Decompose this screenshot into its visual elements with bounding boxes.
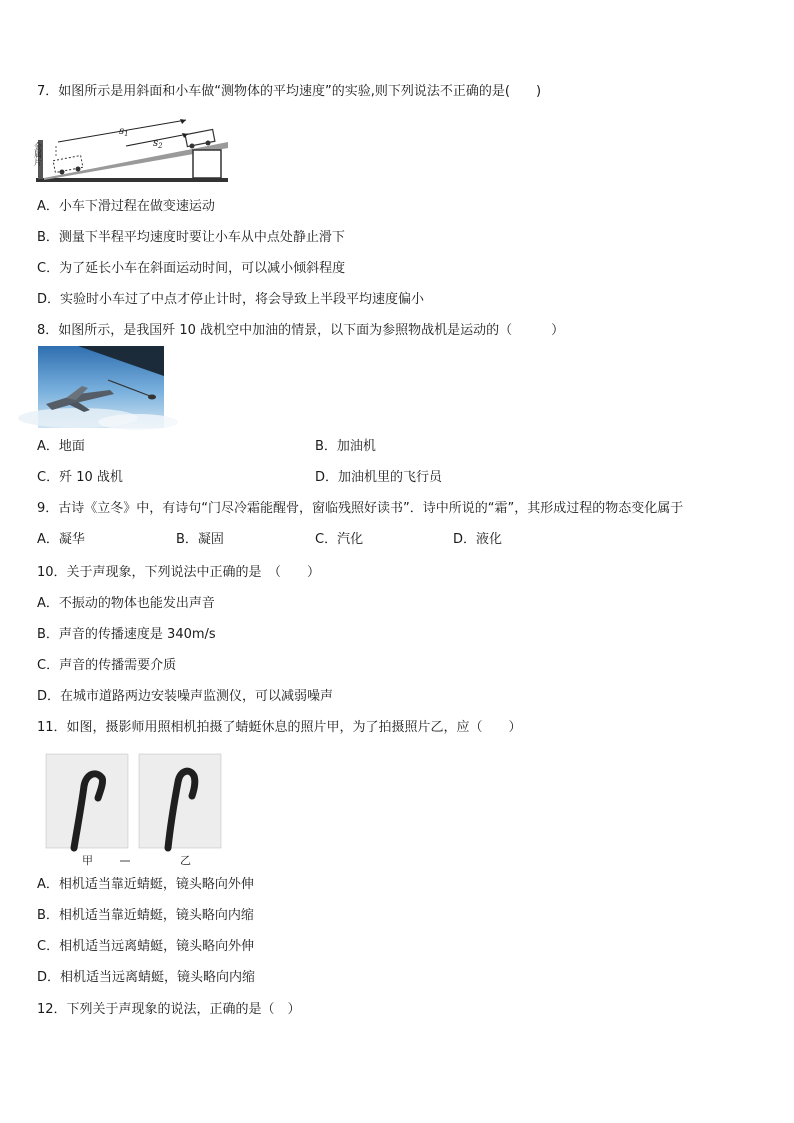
question-11-stem: 11．如图，摄影师用照相机拍摄了蜻蜓休息的照片甲，为了拍摄照片乙，应（ ） [37,720,522,735]
q9-option-c[interactable]: C．汽化 [315,532,364,547]
q7-option-b[interactable]: B．测量下半程平均速度时要让小车从中点处静止滑下 [37,230,345,245]
cart-top-wheel [206,141,211,146]
q10-option-a[interactable]: A．不振动的物体也能发出声音 [37,596,215,611]
q8-option-b[interactable]: B．加油机 [315,439,376,454]
q11-option-d[interactable]: D．相机适当远离蜻蜓，镜头略向内缩 [37,970,256,985]
photo-a-label: 甲 [82,854,93,867]
cart-bottom-wheel [76,167,81,172]
incline-figure [33,120,231,186]
q10-option-c[interactable]: C．声音的传播需要介质 [37,658,177,673]
q11-option-c[interactable]: C．相机适当远离蜻蜓，镜头略向外伸 [37,939,255,954]
q10-option-b[interactable]: B．声音的传播速度是 340m/s [37,627,216,642]
question-7-stem: 7．如图所示是用斜面和小车做“测物体的平均速度”的实验,则下列说法不正确的是( ) [37,84,542,99]
photo-b [139,754,221,848]
q7-option-c[interactable]: C．为了延长小车在斜面运动时间，可以减小倾斜程度 [37,261,346,276]
q9-option-d[interactable]: D．液化 [453,532,503,547]
q7-option-d[interactable]: D．实验时小车过了中点才停止计时，将会导致上半段平均速度偏小 [37,292,425,307]
metal-plate-label: 金属片 [33,142,43,166]
question-12-stem: 12．下列关于声现象的说法，正确的是（ ） [37,1002,301,1017]
photo-b-label: 乙 [180,854,191,867]
q11-option-a[interactable]: A．相机适当靠近蜻蜓，镜头略向外伸 [37,877,254,892]
question-10-stem: 10．关于声现象，下列说法中正确的是 （ ） [37,565,321,580]
support-block [193,150,221,178]
q9-option-b[interactable]: B．凝固 [176,532,224,547]
s1-label: $s_1$ [119,126,129,138]
q11-option-b[interactable]: B．相机适当靠近蜻蜓，镜头略向内缩 [37,908,254,923]
cart-top [185,129,215,146]
cart-bottom-wheel [60,170,65,175]
q7-option-a[interactable]: A．小车下滑过程在做变速运动 [37,199,215,214]
photo-a [46,754,128,848]
drogue [148,395,156,400]
s2-label: $s_2$ [153,138,163,150]
q10-option-d[interactable]: D．在城市道路两边安装噪声监测仪，可以减弱噪声 [37,689,334,704]
refueling-photo [38,346,164,428]
q9-option-a[interactable]: A．凝华 [37,532,85,547]
q8-option-c[interactable]: C．歼 10 战机 [37,470,123,485]
q8-option-a[interactable]: A．地面 [37,439,85,454]
question-8-stem: 8．如图所示，是我国歼 10 战机空中加油的情景，以下面为参照物战机是运动的（ ） [37,323,565,338]
cart-top-wheel [190,144,195,149]
question-9-stem: 9．古诗《立冬》中，有诗句“门尽冷霜能醒骨，窗临残照好读书”．诗中所说的“霜”，其形成过程的物态变化属于 [37,501,684,516]
q8-option-d[interactable]: D．加油机里的飞行员 [315,470,443,485]
dragonfly-photos [44,752,224,868]
